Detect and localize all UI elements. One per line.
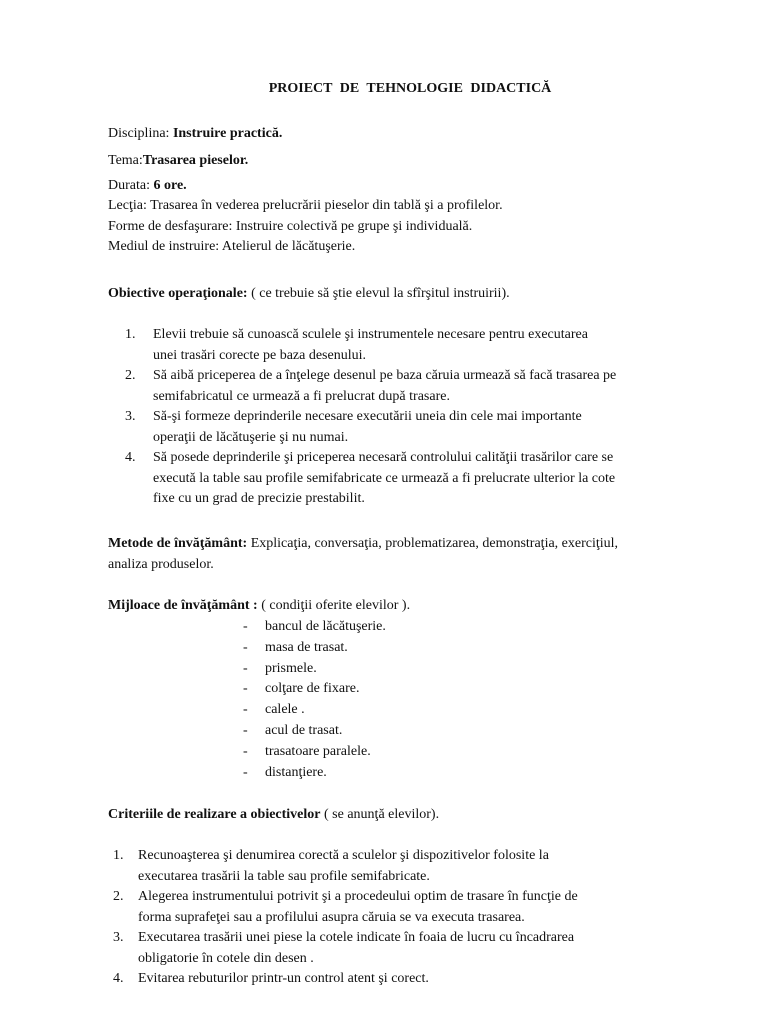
item-line: execută la table sau profile semifabricate ce urmează a fi prelucrate ulterior la cote [153, 470, 616, 486]
item-line: executarea trasării la table sau profile semifabricate. [138, 868, 430, 884]
item-number: 3. [125, 409, 136, 424]
objectives-heading: Obiective operaţionale: [108, 286, 248, 301]
item-line: forma suprafeţei sau a profilului asupra căruia se va executa trasarea. [138, 909, 525, 925]
item-number: 4. [125, 450, 136, 465]
list-item [113, 887, 578, 928]
list-item: - prismele. [243, 660, 317, 676]
item-line: Elevii trebuie să cunoască sculele şi instrumentele necesare pentru executarea [153, 327, 588, 342]
field-value: 6 ore. [153, 178, 187, 193]
item-line: obligatorie în cotele din desen . [138, 950, 314, 966]
objectives-list [108, 325, 616, 510]
list-item [113, 969, 578, 990]
list-item: - masa de trasat. [243, 639, 348, 655]
document-title: PROIECT DE TEHNOLOGIE DIDACTICĂ [268, 81, 552, 96]
item-text: bancul de lăcătuşerie. [265, 619, 386, 634]
item-number: 1. [113, 848, 124, 863]
methods-heading: Metode de învăţământ: [108, 536, 248, 551]
criteria-note: ( se anunţă elevilor). [320, 807, 440, 822]
means-heading-line [108, 596, 410, 617]
list-item [113, 846, 578, 887]
means-note: ( condiţii oferite elevilor ). [257, 598, 411, 613]
list-item [108, 325, 616, 366]
item-line: unei trasări corecte pe baza desenului. [153, 347, 367, 363]
list-item: - calele . [243, 702, 305, 718]
info-mediul: Mediul de instruire: Atelierul de lăcătuşerie. [108, 239, 356, 254]
item-line: fixe cu un grad de precizie prestabilit. [153, 491, 365, 506]
item-text: acul de trasat. [265, 722, 343, 738]
field-label: Durata: [108, 178, 154, 193]
list-item: - distanţiere. [243, 764, 327, 780]
list-item [108, 448, 616, 510]
means-list [243, 617, 386, 783]
field-value: Instruire practică. [172, 126, 283, 141]
item-line: Evitarea rebuturilor printr-un control atent şi corect. [138, 971, 429, 986]
info-lectia: Lecţia: Trasarea în vederea prelucrării pieselor din tablă şi a profilelor. [108, 198, 503, 213]
item-number: 4. [113, 971, 124, 986]
item-line: Recunoaşterea şi denumirea corectă a sculelor şi dispozitivelor folosite la [138, 848, 549, 863]
criteria-heading-line [108, 805, 439, 826]
item-text: colţare de fixare. [265, 681, 360, 697]
list-item: - trasatoare paralele. [243, 743, 371, 759]
list-item [108, 366, 616, 407]
methods-line-2: analiza produselor. [108, 557, 214, 572]
item-number: 1. [125, 327, 136, 342]
field-label: Tema: [108, 153, 143, 168]
item-number: 3. [113, 930, 124, 945]
objectives-note: ( ce trebuie să ştie elevul la sfîrşitul instruirii). [247, 286, 510, 301]
item-text: prismele. [265, 660, 317, 676]
item-number: 2. [113, 889, 124, 904]
methods-text: Explicaţia, conversaţia, problematizarea, demonstraţia, exerciţiul, [247, 536, 619, 551]
item-line: Executarea trasării unei piese la cotele indicate în foaia de lucru cu încadrarea [138, 930, 575, 945]
item-line: Să-şi formeze deprinderile necesare executării uneia din cele mai importante [153, 409, 582, 424]
means-heading: Mijloace de învăţământ : [108, 598, 258, 613]
item-line: Alegerea instrumentului potrivit şi a procedeului optim de trasare în funcţie de [138, 889, 578, 904]
item-text: calele . [265, 702, 305, 718]
item-line: semifabricatul ce urmează a fi prelucrat după trasare. [153, 388, 450, 404]
item-text: trasatoare paralele. [265, 743, 371, 759]
item-line: Să aibă priceperea de a înţelege desenul pe baza căruia urmează să facă trasarea pe [153, 368, 617, 383]
criteria-list [113, 846, 578, 990]
item-text: masa de trasat. [265, 639, 348, 655]
field-tema [108, 151, 248, 172]
criteria-heading: Criteriile de realizare a obiectivelor [108, 807, 321, 822]
list-item [108, 407, 616, 448]
item-line: Să posede deprinderile şi priceperea necesară controlului calităţii trasărilor care se [153, 450, 614, 465]
item-number: 2. [125, 368, 136, 383]
list-item [113, 928, 578, 969]
field-value: Trasarea pieselor. [142, 153, 249, 168]
objectives-heading-line [108, 284, 510, 305]
methods-line-1 [108, 534, 618, 555]
list-item: - bancul de lăcătuşerie. [243, 619, 386, 634]
field-disciplina [108, 124, 282, 145]
item-line: operaţii de lăcătuşerie şi nu numai. [153, 429, 349, 445]
field-label: Disciplina: [108, 126, 173, 141]
list-item: - acul de trasat. [243, 722, 343, 738]
field-durata [108, 176, 187, 197]
info-forme: Forme de desfaşurare: Instruire colectivă pe grupe şi individuală. [108, 219, 473, 234]
item-text: distanţiere. [265, 764, 327, 780]
list-item: - colţare de fixare. [243, 681, 360, 697]
